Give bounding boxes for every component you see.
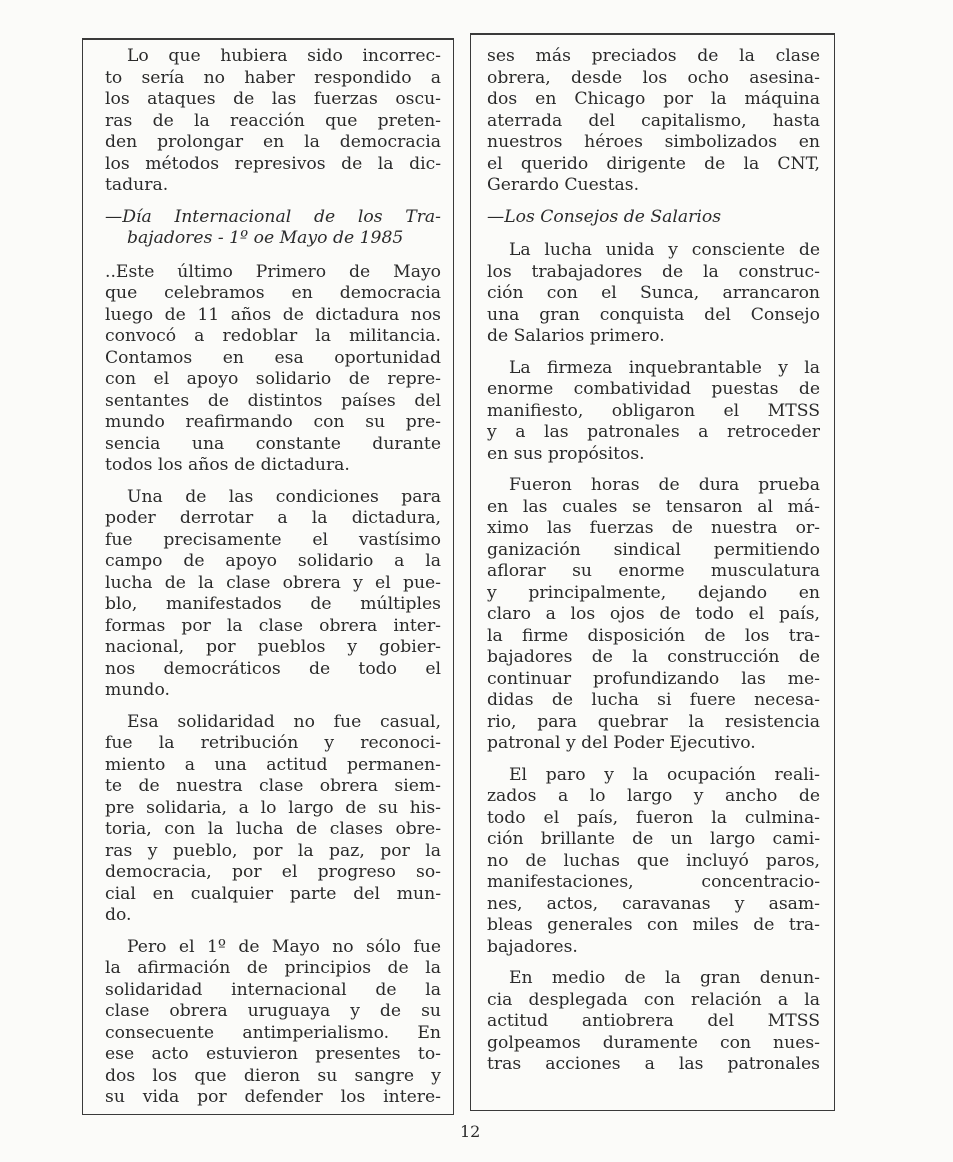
- text-line: la afirmación de principios de la: [105, 958, 441, 978]
- text-line: enorme combatividad puestas de: [487, 379, 820, 399]
- text-line: de Salarios primero.: [487, 326, 665, 346]
- text-line: dos los que dieron su sangre y: [105, 1065, 441, 1086]
- text-line: miento a una actitud permanen-: [105, 754, 441, 775]
- text-line: Pero el 1º de Mayo no sólo fue: [127, 936, 441, 957]
- text-line: bleas generales con miles de tra-: [487, 915, 820, 935]
- text-line: ..Este último Primero de Mayo: [105, 261, 441, 282]
- text-line: mundo reafirmando con su pre-: [105, 412, 441, 432]
- text-line: todo el país, fueron la culmina-: [487, 807, 820, 828]
- text-line: ción brillante de un largo cami-: [487, 829, 820, 849]
- text-line: y a las patronales a retroceder: [487, 422, 820, 442]
- paragraph: [487, 475, 820, 755]
- section-heading: [105, 207, 441, 250]
- text-line: Una de las condiciones para: [127, 486, 441, 507]
- text-line: den prolongar en la democracia: [105, 132, 441, 152]
- text-line: nos democráticos de todo el: [105, 658, 441, 679]
- text-line: mundo.: [105, 680, 170, 700]
- text-line: lucha de la clase obrera y el pue-: [105, 572, 441, 593]
- text-line: cial en cualquier parte del mun-: [105, 883, 441, 904]
- text-line: cia desplegada con relación a la: [487, 989, 820, 1010]
- text-line: tras acciones a las patronales: [487, 1054, 820, 1074]
- paragraph: [105, 487, 441, 702]
- text-line: bajadores.: [487, 936, 578, 957]
- text-line: en sus propósitos.: [487, 443, 645, 464]
- text-line: su vida por defender los intere-: [105, 1087, 441, 1107]
- text-line: formas por la clase obrera inter-: [105, 615, 441, 636]
- text-line: fue la retribución y reconoci-: [105, 733, 441, 753]
- text-line: —Día Internacional de los Tra-: [105, 206, 441, 227]
- text-line: to sería no haber respondido a: [105, 67, 441, 88]
- text-line: te de nuestra clase obrera siem-: [105, 776, 441, 796]
- text-line: tadura.: [105, 175, 169, 195]
- text-line: Fueron horas de dura prueba: [509, 475, 820, 495]
- text-line: los trabajadores de la construc-: [487, 261, 820, 282]
- text-line: La lucha unida y consciente de: [509, 240, 820, 260]
- text-line: ese acto estuvieron presentes to-: [105, 1044, 441, 1064]
- text-line: Contamos en esa oportunidad: [105, 347, 441, 368]
- text-line: En medio de la gran denun-: [509, 968, 820, 988]
- text-line: nacional, por pueblos y gobier-: [105, 637, 441, 657]
- text-line: golpeamos duramente con nues-: [487, 1032, 820, 1053]
- text-line: los ataques de las fuerzas oscu-: [105, 89, 441, 109]
- section-heading: [487, 207, 820, 229]
- page-number: 12: [460, 1122, 481, 1141]
- text-line: claro a los ojos de todo el país,: [487, 604, 820, 624]
- text-line: los métodos represivos de la dic-: [105, 153, 441, 174]
- left-column: [105, 46, 441, 1119]
- text-line: con el apoyo solidario de repre-: [105, 369, 441, 389]
- text-line: ras de la reacción que preten-: [105, 110, 441, 131]
- text-line: bajadores - 1º oe Mayo de 1985: [127, 228, 404, 248]
- text-line: manifestaciones, concentracio-: [487, 872, 820, 892]
- text-line: didas de lucha si fuere necesa-: [487, 690, 820, 710]
- text-line: Gerardo Cuestas.: [487, 175, 640, 195]
- text-line: rio, para quebrar la resistencia: [487, 711, 820, 732]
- text-line: Lo que hubiera sido incorrec-: [127, 46, 441, 66]
- paragraph: [487, 968, 820, 1076]
- text-line: continuar profundizando las me-: [487, 668, 820, 689]
- text-line: pre solidaria, a lo largo de su his-: [105, 797, 441, 818]
- text-line: que celebramos en democracia: [105, 283, 441, 303]
- text-line: y principalmente, dejando en: [487, 582, 820, 603]
- text-line: solidaridad internacional de la: [105, 979, 441, 1000]
- text-line: —Los Consejos de Salarios: [487, 206, 722, 227]
- text-line: democracia, por el progreso so-: [105, 862, 441, 882]
- text-line: dos en Chicago por la máquina: [487, 89, 820, 109]
- text-line: sentantes de distintos países del: [105, 390, 441, 411]
- text-line: ras y pueblo, por la paz, por la: [105, 840, 441, 861]
- text-line: obrera, desde los ocho asesina-: [487, 67, 820, 88]
- paragraph: [105, 46, 441, 197]
- text-line: ganización sindical permitiendo: [487, 539, 820, 560]
- text-line: no de luchas que incluyó paros,: [487, 850, 820, 871]
- text-line: en las cuales se tensaron al má-: [487, 496, 820, 517]
- text-line: fue precisamente el vastísimo: [105, 529, 441, 550]
- text-line: convocó a redoblar la militancia.: [105, 326, 441, 346]
- text-line: ximo las fuerzas de nuestra or-: [487, 518, 820, 538]
- text-line: el querido dirigente de la CNT,: [487, 153, 820, 174]
- paragraph: [487, 358, 820, 466]
- text-line: consecuente antimperialismo. En: [105, 1022, 441, 1043]
- paragraph: [487, 765, 820, 959]
- text-line: nes, actos, caravanas y asam-: [487, 893, 820, 914]
- paragraph: [105, 712, 441, 927]
- text-line: aflorar su enorme musculatura: [487, 561, 820, 581]
- paragraph: [105, 937, 441, 1109]
- text-line: nuestros héroes simbolizados en: [487, 132, 820, 152]
- paragraph: [105, 262, 441, 477]
- right-column: [487, 46, 820, 1086]
- text-line: aterrada del capitalismo, hasta: [487, 110, 820, 131]
- text-line: patronal y del Poder Ejecutivo.: [487, 733, 756, 753]
- text-line: poder derrotar a la dictadura,: [105, 508, 441, 528]
- text-line: clase obrera uruguaya y de su: [105, 1001, 441, 1021]
- text-line: campo de apoyo solidario a la: [105, 551, 441, 571]
- text-line: ción con el Sunca, arrancaron: [487, 283, 820, 303]
- paragraph: [487, 46, 820, 197]
- text-line: una gran conquista del Consejo: [487, 304, 820, 325]
- text-line: blo, manifestados de múltiples: [105, 594, 441, 614]
- text-line: La firmeza inquebrantable y la: [509, 357, 820, 378]
- text-line: Esa solidaridad no fue casual,: [127, 711, 441, 732]
- text-line: manifiesto, obligaron el MTSS: [487, 400, 820, 421]
- paragraph: [487, 240, 820, 348]
- text-line: actitud antiobrera del MTSS: [487, 1011, 820, 1031]
- text-line: la firme disposición de los tra-: [487, 625, 820, 646]
- text-line: toria, con la lucha de clases obre-: [105, 819, 441, 839]
- text-line: luego de 11 años de dictadura nos: [105, 304, 441, 325]
- text-line: sencia una constante durante: [105, 433, 441, 454]
- text-line: do.: [105, 905, 132, 925]
- text-line: zados a lo largo y ancho de: [487, 786, 820, 806]
- text-line: ses más preciados de la clase: [487, 46, 820, 66]
- text-line: El paro y la ocupación reali-: [509, 764, 820, 785]
- text-line: bajadores de la construcción de: [487, 647, 820, 667]
- text-line: todos los años de dictadura.: [105, 455, 350, 475]
